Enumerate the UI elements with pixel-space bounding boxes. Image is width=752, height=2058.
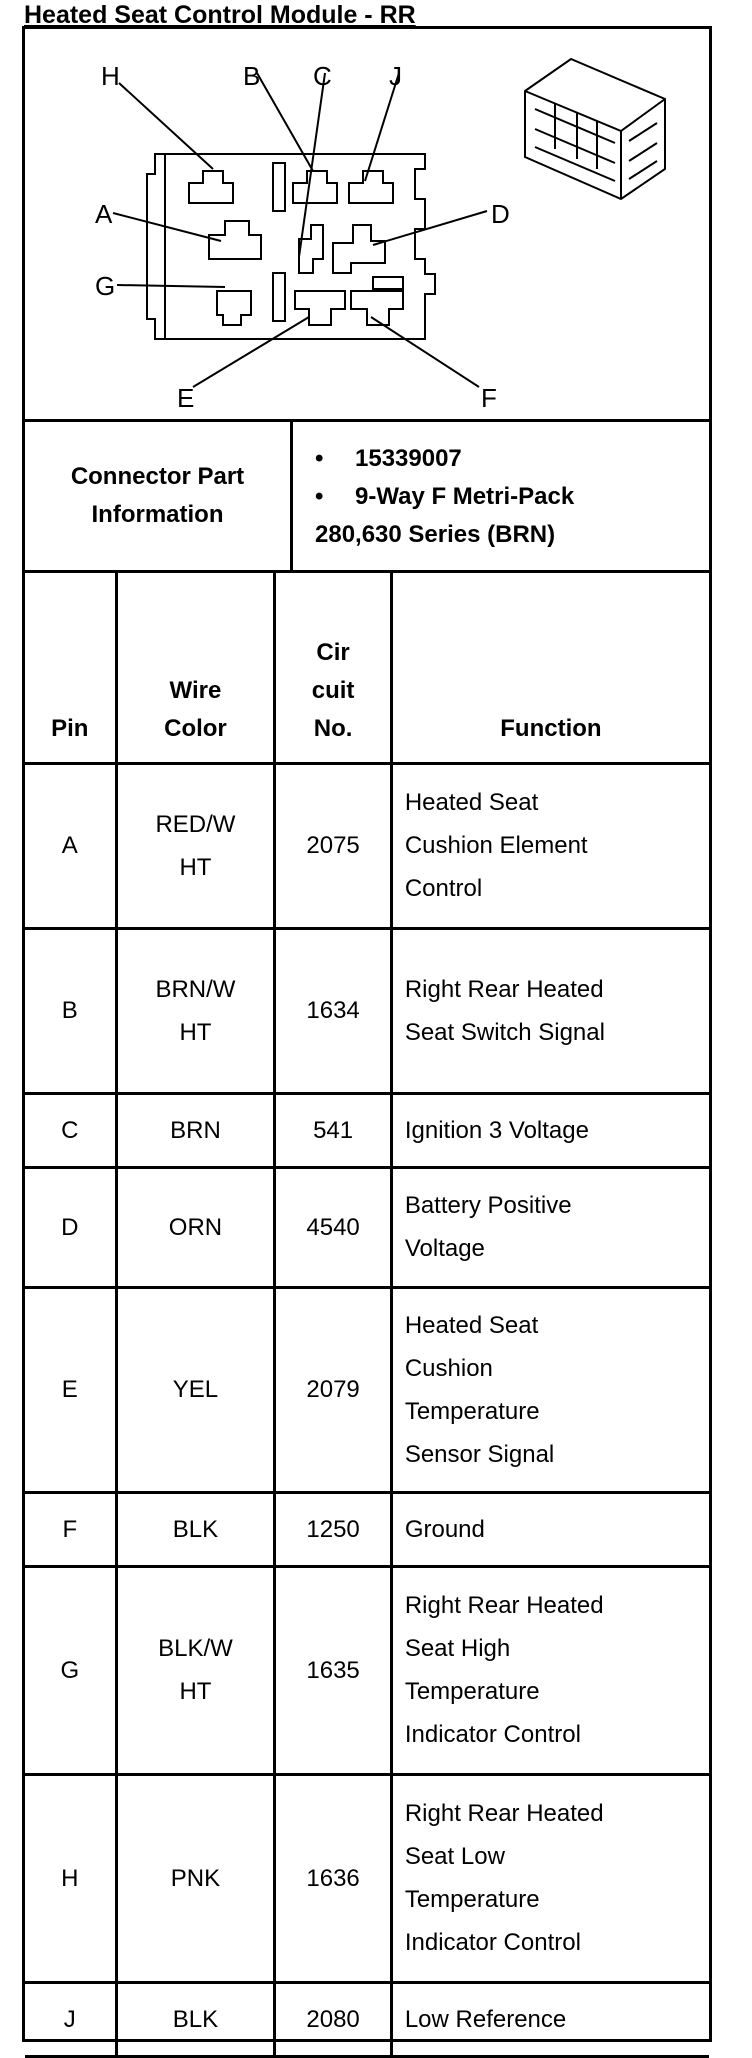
connector-face-drawing	[25, 29, 709, 419]
circuit-cell: 4540	[275, 1167, 391, 1287]
connector-part-info	[25, 422, 709, 573]
pin-label-a: A	[95, 199, 113, 229]
pin-cell: B	[25, 928, 116, 1093]
pin-cell: C	[25, 1093, 116, 1167]
pin-cell: F	[25, 1492, 116, 1566]
table-row	[25, 1566, 709, 1774]
page-title: Heated Seat Control Module - RR	[24, 1, 416, 29]
terminal-b	[293, 171, 337, 203]
pin-label-j: J	[389, 61, 402, 91]
header-circuit: Cir cuit No.	[275, 573, 391, 763]
connector-description: • 9-Way F Metri-Pack	[315, 483, 575, 510]
pin-cell: D	[25, 1167, 116, 1287]
table-row	[25, 1167, 709, 1287]
table-row	[25, 1982, 709, 2056]
wire-color-cell: RED/W HT	[116, 763, 275, 928]
circuit-cell: 1635	[275, 1566, 391, 1774]
function-cell: Battery Positive Voltage	[391, 1167, 709, 1287]
wire-color-cell: BLK	[116, 1982, 275, 2056]
wire-color-cell: BRN	[116, 1093, 275, 1167]
connector-frame	[22, 26, 712, 2042]
connector-outline	[147, 154, 435, 339]
pin-cell: H	[25, 1774, 116, 1982]
circuit-cell: 2080	[275, 1982, 391, 2056]
pin-label-c: C	[313, 61, 332, 91]
connector-iso-outline	[525, 59, 665, 199]
header-function: Function	[391, 573, 709, 763]
circuit-cell: 1250	[275, 1492, 391, 1566]
function-cell: Heated Seat Cushion Element Control	[391, 763, 709, 928]
function-cell: Ground	[391, 1492, 709, 1566]
pin-label-d: D	[491, 199, 510, 229]
circuit-cell: 2079	[275, 1287, 391, 1492]
pin-cell: G	[25, 1566, 116, 1774]
part-number: • 15339007	[315, 445, 462, 472]
circuit-cell: 541	[275, 1093, 391, 1167]
wire-color-cell: ORN	[116, 1167, 275, 1287]
pin-label-h: H	[101, 61, 120, 91]
connector-diagram	[25, 29, 709, 422]
connector-info-value	[315, 440, 574, 554]
terminal-d	[333, 225, 385, 273]
terminal-h	[189, 171, 233, 203]
circuit-cell: 1634	[275, 928, 391, 1093]
separator-bar	[273, 163, 285, 211]
wire-color-cell: YEL	[116, 1287, 275, 1492]
terminal-g	[217, 291, 251, 325]
header-wire-color: Wire Color	[116, 573, 275, 763]
pin-label-f: F	[481, 383, 497, 413]
pin-label-b: B	[243, 61, 261, 91]
function-cell: Right Rear Heated Seat High Temperature Indicator Control	[391, 1566, 709, 1774]
wire-color-cell: PNK	[116, 1774, 275, 1982]
terminal-j	[349, 171, 393, 203]
pin-label-e: E	[177, 383, 195, 413]
circuit-cell: 2075	[275, 763, 391, 928]
table-row	[25, 763, 709, 928]
function-cell: Ignition 3 Voltage	[391, 1093, 709, 1167]
connector-info-label: Connector Part Information	[25, 422, 293, 570]
wire-color-cell: BRN/W HT	[116, 928, 275, 1093]
function-cell: Heated Seat Cushion Temperature Sensor Signal	[391, 1287, 709, 1492]
table-row	[25, 1287, 709, 1492]
separator-bar	[273, 273, 285, 321]
pin-cell: A	[25, 763, 116, 928]
table-row	[25, 1093, 709, 1167]
pin-table	[25, 573, 709, 2058]
function-cell: Right Rear Heated Seat Low Temperature Indicator Control	[391, 1774, 709, 1982]
wire-color-cell: BLK	[116, 1492, 275, 1566]
table-row	[25, 1492, 709, 1566]
function-cell: Right Rear Heated Seat Switch Signal	[391, 928, 709, 1093]
connector-series: 280,630 Series (BRN)	[315, 521, 556, 548]
table-header-row	[25, 573, 709, 763]
circuit-cell: 1636	[275, 1774, 391, 1982]
function-cell: Low Reference	[391, 1982, 709, 2056]
header-pin: Pin	[25, 573, 116, 763]
table-row	[25, 928, 709, 1093]
pin-label-g: G	[95, 271, 116, 301]
table-row	[25, 1774, 709, 1982]
pin-cell: J	[25, 1982, 116, 2056]
pin-cell: E	[25, 1287, 116, 1492]
wire-color-cell: BLK/W HT	[116, 1566, 275, 1774]
